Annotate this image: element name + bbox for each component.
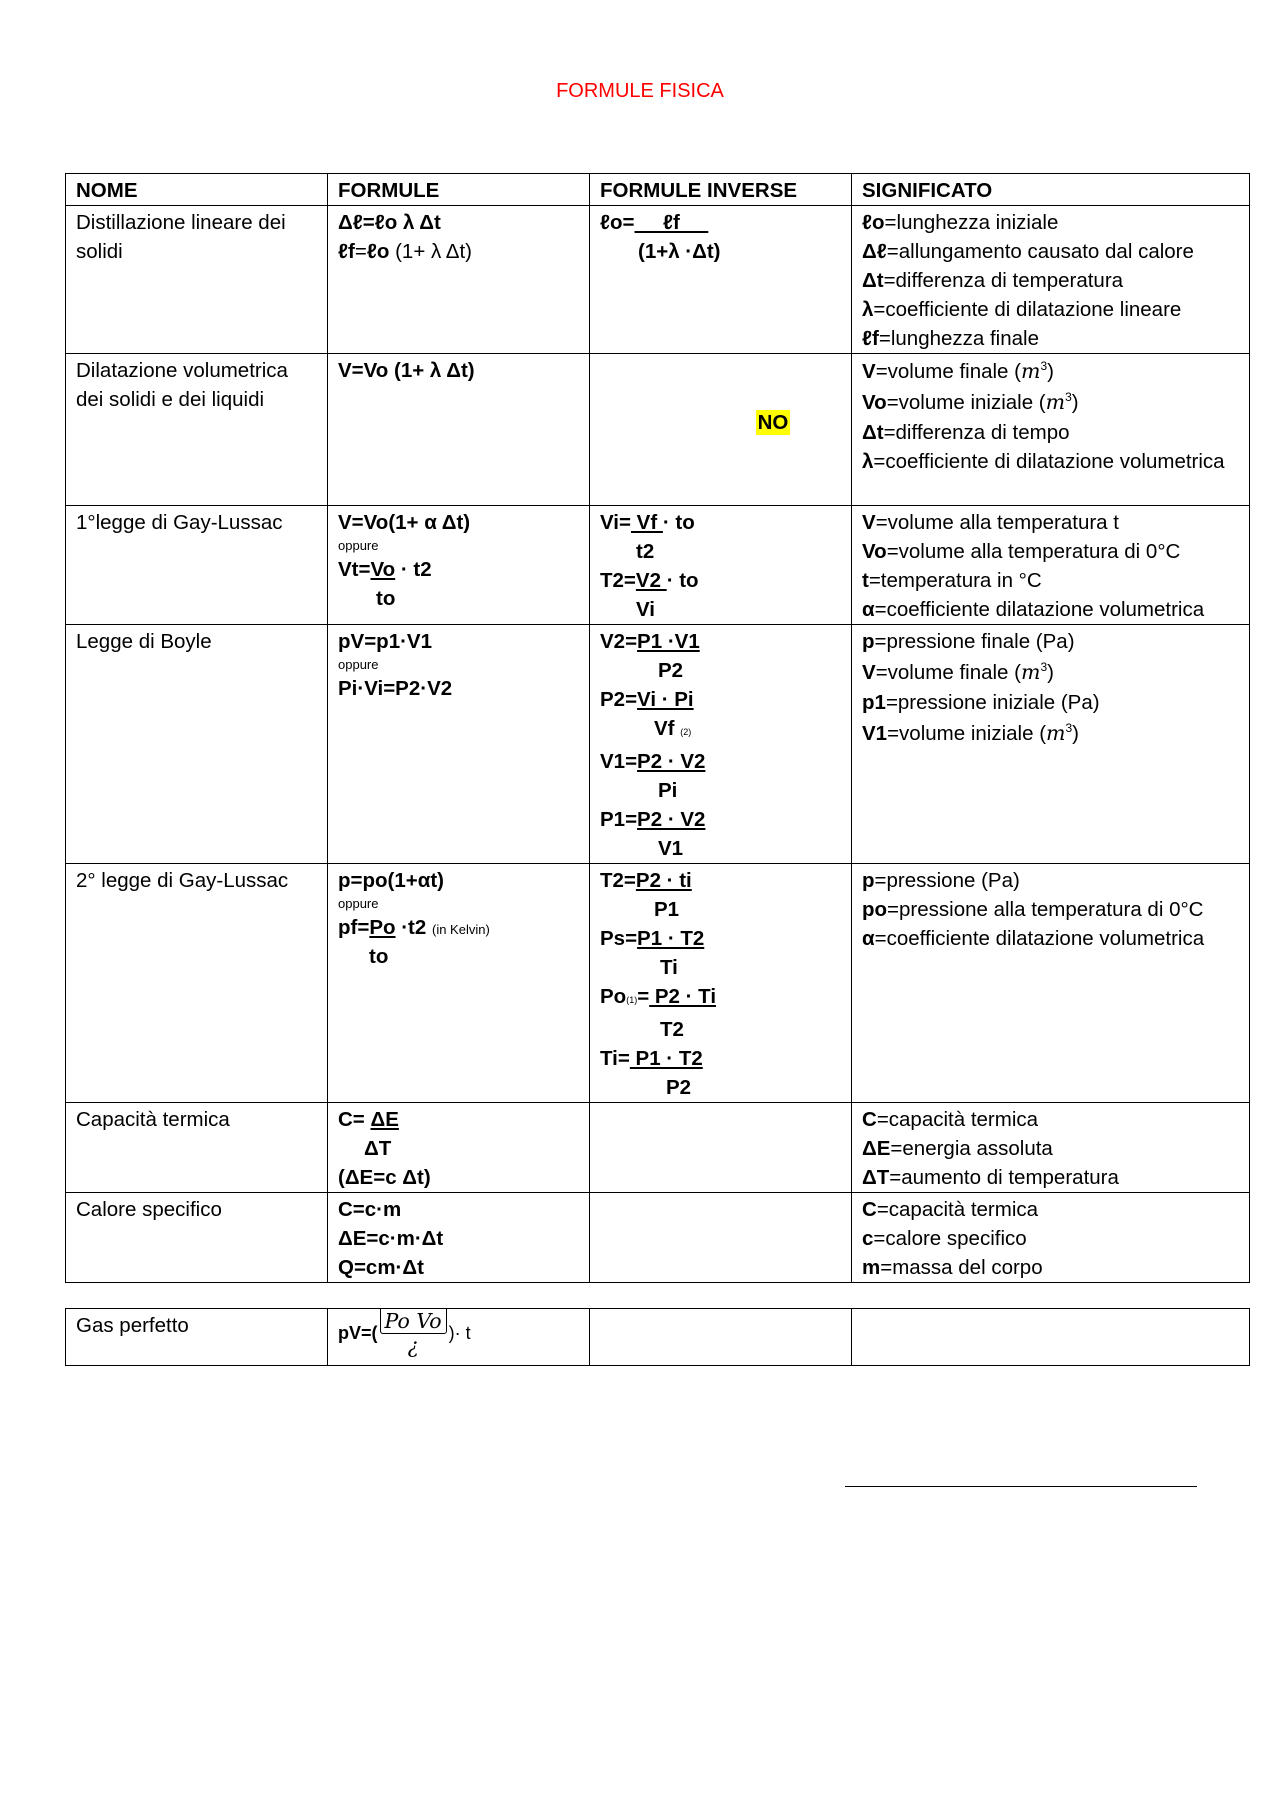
row-name: 1°legge di Gay-Lussac bbox=[66, 506, 328, 625]
header-formule: FORMULE bbox=[328, 174, 590, 206]
header-nome: NOME bbox=[66, 174, 328, 206]
row-name: Capacità termica bbox=[66, 1103, 328, 1193]
table-row bbox=[66, 1309, 1250, 1366]
formula-cell: pV=( $\frac{\text{Po Vo}}{¿}$ )· t bbox=[328, 1309, 590, 1366]
table-row bbox=[66, 506, 1250, 625]
row-name: 2° legge di Gay-Lussac bbox=[66, 864, 328, 1103]
row-name: Dilatazione volumetrica dei solidi e dei liquidi bbox=[66, 354, 328, 506]
signature-line bbox=[845, 1486, 1197, 1487]
table-row bbox=[66, 864, 1250, 1103]
table-row bbox=[66, 206, 1250, 354]
header-formule-inverse: FORMULE INVERSE bbox=[590, 174, 852, 206]
meaning-cell: ℓo=lunghezza iniziale Δℓ=allungamento causato dal calore Δt=differenza di temperatura λ=coefficiente di dilatazione lineare ℓf=lunghezza finale bbox=[852, 206, 1250, 354]
formula-cell: V=Vo (1+ λ Δt) bbox=[328, 354, 590, 506]
row-name: Calore specifico bbox=[66, 1193, 328, 1283]
page-title: FORMULE FISICA bbox=[556, 80, 724, 102]
meaning-cell: C=capacità termica ΔE=energia assoluta ΔT=aumento di temperatura bbox=[852, 1103, 1250, 1193]
inverse-formula-cell: T2=P2 · ti P1 Ps=P1 · T2 Ti Po(1)= P2 · Ti T2 Ti= P1 · T2 P2 bbox=[590, 864, 852, 1103]
meaning-cell bbox=[852, 1309, 1250, 1366]
inverse-formula-cell bbox=[590, 1309, 852, 1366]
formula-cell: C= ΔE ΔT (ΔE=c Δt) bbox=[328, 1103, 590, 1193]
table-row bbox=[66, 1193, 1250, 1283]
row-name: Gas perfetto bbox=[66, 1309, 328, 1366]
inverse-formula-cell bbox=[590, 1103, 852, 1193]
meaning-cell: V=volume alla temperatura t Vo=volume alla temperatura di 0°C t=temperatura in °C α=coefficiente dilatazione volumetrica bbox=[852, 506, 1250, 625]
inverse-formula-cell: Vi= Vf · to t2 T2=V2 · to Vi bbox=[590, 506, 852, 625]
inverse-formula-cell bbox=[590, 354, 852, 506]
meaning-cell: p=pressione (Pa) po=pressione alla temperatura di 0°C α=coefficiente dilatazione volumetrica bbox=[852, 864, 1250, 1103]
no-badge: NO bbox=[757, 411, 789, 434]
gas-table bbox=[65, 1308, 1250, 1366]
formula-cell: Δℓ=ℓo λ Δt ℓf=ℓo (1+ λ Δt) bbox=[328, 206, 590, 354]
meaning-cell: C=capacità termica c=calore specifico m=massa del corpo bbox=[852, 1193, 1250, 1283]
formula-cell: pV=p1·V1 oppure Pi·Vi=P2·V2 bbox=[328, 625, 590, 864]
row-name: Distillazione lineare dei solidi bbox=[66, 206, 328, 354]
formulas-table bbox=[65, 173, 1250, 1283]
inverse-formula-cell: ℓo= ℓf (1+λ ·Δt) bbox=[590, 206, 852, 354]
formula-cell: C=c·m ΔE=c·m·Δt Q=cm·Δt bbox=[328, 1193, 590, 1283]
meaning-cell: V=volume finale $(m^3)$ Vo=volume iniziale $(m^3)$ Δt=differenza di tempo λ=coefficiente di dilatazione volumetrica bbox=[852, 354, 1250, 506]
table-header-row bbox=[66, 174, 1250, 206]
inverse-formula-cell: V2=P1 ·V1 P2 P2=Vi · Pi Vf (2) V1=P2 · V2 Pi P1=P2 · V2 V1 bbox=[590, 625, 852, 864]
inverse-formula-cell bbox=[590, 1193, 852, 1283]
header-significato: SIGNIFICATO bbox=[852, 174, 1250, 206]
formula-cell: p=po(1+αt) oppure pf=Po ·t2 (in Kelvin) to bbox=[328, 864, 590, 1103]
fraction: $\frac{\text{Po Vo}}{¿}$ bbox=[380, 1309, 447, 1358]
table-row bbox=[66, 354, 1250, 506]
formula-cell: V=Vo(1+ α Δt) oppure Vt=Vo · t2 to bbox=[328, 506, 590, 625]
meaning-cell: p=pressione finale (Pa) V=volume finale $(m^3)$ p1=pressione iniziale (Pa) V1=volume iniziale $(m^3)$ bbox=[852, 625, 1250, 864]
table-row bbox=[66, 1103, 1250, 1193]
table-row bbox=[66, 625, 1250, 864]
row-name: Legge di Boyle bbox=[66, 625, 328, 864]
